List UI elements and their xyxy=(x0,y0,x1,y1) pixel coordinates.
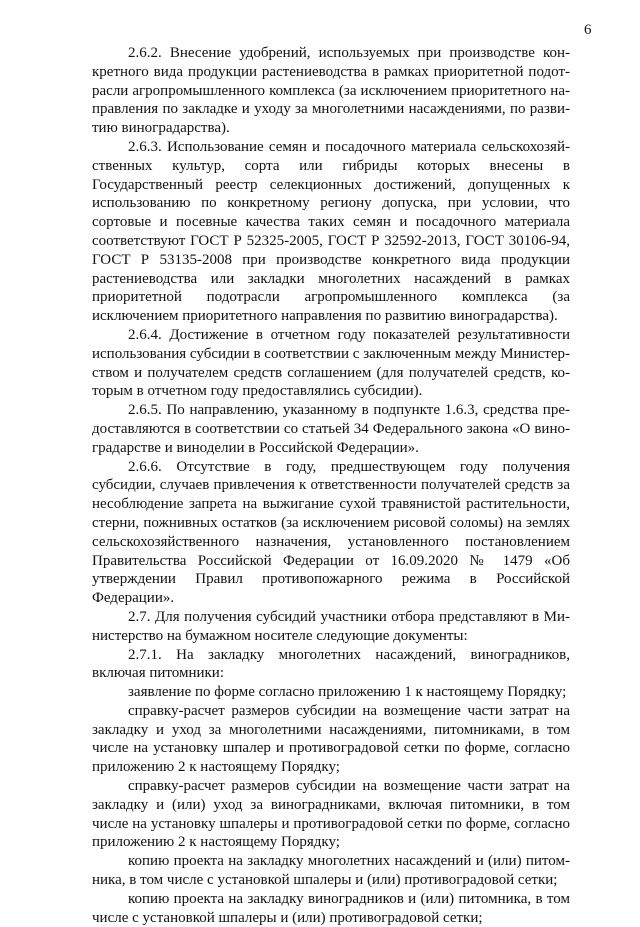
list-item-calculation-perennial: справку-расчет размеров субсидии на возмещение части затрат на закладку и уход за многолетними насаждениями, питомниками, в том числе на установку шпалер и противоградовой сетки по форме, согласно приложению 2 к настоящему Порядку; xyxy=(92,702,570,776)
paragraph-2-6-6: 2.6.6. Отсутствие в году, предшествующем году получения субсидии, случаев привлечения к ответственности получателей средств за несоблюдение запрета на выжигание сухой травянистой растительности, стерни, пожнивных остатков (за исключением рисовой соломы) на землях сельскохозяйственного назначения, установленного постановлением Правительства Российской Федерации от 16.09.2020 № 1479 «Об утверждении Правил противопожарного режима в Российской Федерации». xyxy=(92,458,570,607)
page-number: 6 xyxy=(584,22,592,38)
paragraph-2-6-4: 2.6.4. Достижение в отчетном году показателей результативности использования субсидии в соответствии с заключенным между Министерством и получателем средств соглашением (для получателей средств, которым в отчетном году предоставлялись субсидии). xyxy=(92,326,570,400)
list-item-project-perennial: копию проекта на закладку многолетних насаждений и (или) питомника, в том числе с установкой шпалеры и (или) противоградовой сетки; xyxy=(92,853,570,889)
paragraph-2-6-5: 2.6.5. По направлению, указанному в подпункте 1.6.3, средства предоставляются в соответствии со статьей 34 Федерального закона «О виноградарстве и виноделии в Российской Федерации». xyxy=(92,402,570,456)
document-body xyxy=(92,44,570,927)
paragraph-2-7: 2.7. Для получения субсидий участники отбора представляют в Министерство на бумажном носителе следующие документы: xyxy=(92,608,570,644)
list-item-project-vineyards: копию проекта на закладку виноградников и (или) питомника, в том числе с установкой шпалеры и (или) противоградовой сетки; xyxy=(92,890,570,926)
paragraph-2-7-1: 2.7.1. На закладку многолетних насаждений, виноградников, включая питомники: xyxy=(92,646,570,682)
list-item-calculation-vineyards: справку-расчет размеров субсидии на возмещение части затрат на закладку и (или) уход за виноградниками, включая питомники, в том числе на установку шпалеры и противоградовой сетки по форме, согласно приложению 2 к настоящему Порядку; xyxy=(92,778,570,851)
paragraph-2-6-2: 2.6.2. Внесение удобрений, используемых при производстве конкретного вида продукции растениеводства в рамках приоритетной подотрасли агропромышленного комплекса (за исключением приоритетного направления по закладке и уходу за многолетними насаждениями, по развитию виноградарства). xyxy=(92,45,570,137)
list-item-application-form: заявление по форме согласно приложению 1 к настоящему Порядку; xyxy=(128,684,567,701)
paragraph-2-6-3: 2.6.3. Использование семян и посадочного материала сельскохозяйственных культур, сорта или гибриды которых внесены в Государственный реестр селекционных достижений, допущенных к использованию по конкретному региону допуска, при условии, что сортовые и посевные качества таких семян и посадочного материала соответствуют ГОСТ Р 52325-2005, ГОСТ Р 32592-2013, ГОСТ 30106-94, ГОСТ Р 53135-2008 при производстве конкретного вида продукции растениеводства или закладки многолетних насаждений в рамках приоритетной подотрасли агропромышленного комплекса (за исключением приоритетного направления по развитию виноградарства). xyxy=(92,138,570,325)
